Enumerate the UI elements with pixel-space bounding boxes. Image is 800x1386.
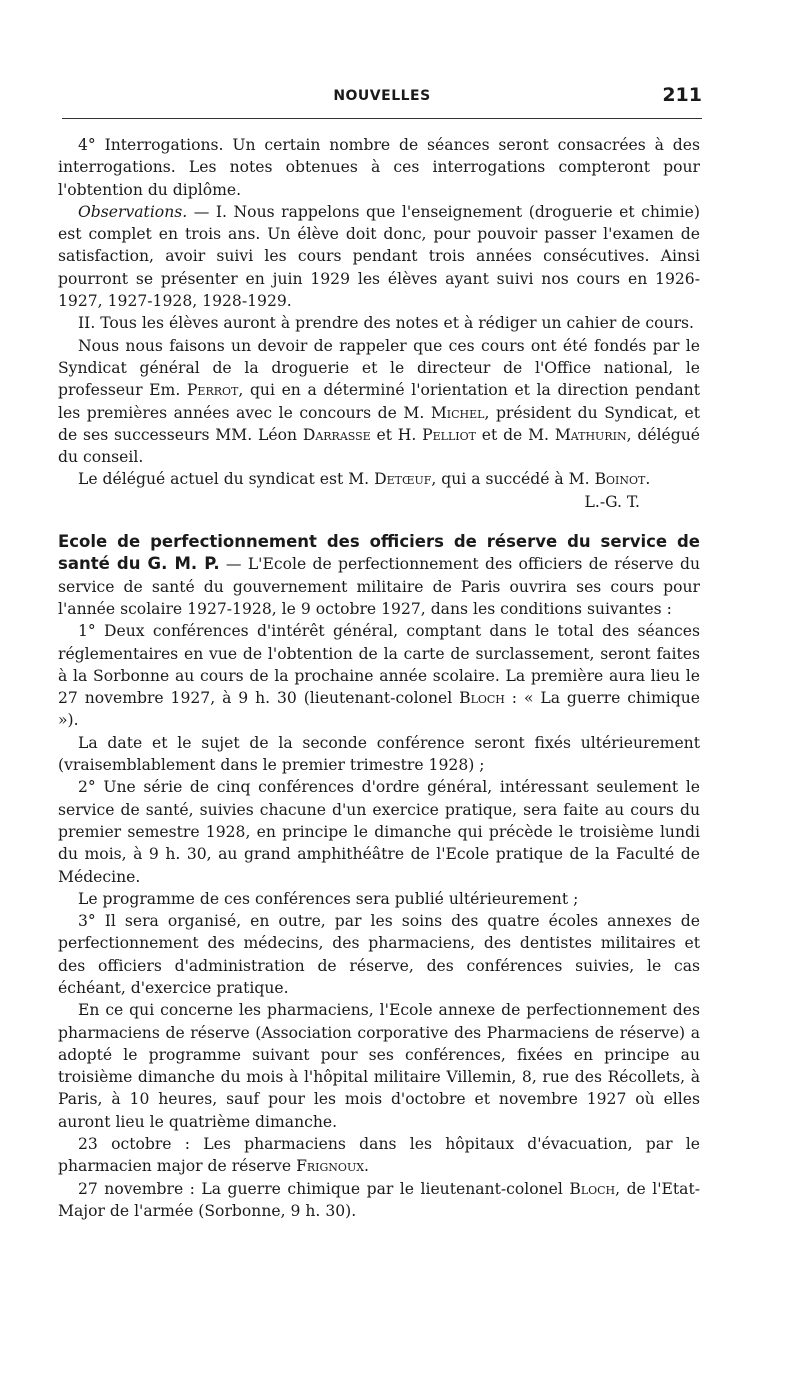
paragraph-october: [58, 1133, 700, 1178]
item-1-text-a: 1° Deux conférences d'intérêt général, comptant dans le total des séances réglementaires en vue de l'obtention de la carte de surclassement, seront faites à la Sorbonne au cours de la prochaine année scolaire. La première aura lieu le 27 novembre 1927, à 9 h. 30 (lieutenant-colonel: [58, 622, 700, 708]
founders-text-e: et de M.: [475, 425, 555, 444]
founders-text-f: , délégué du conseil.: [58, 425, 701, 467]
observations-text: — I. Nous rappelons que l'enseignement (droguerie et chimie) est complet en trois ans. Un élève doit donc, pour pouvoir passer l'examen de satisfaction, avoir suivi les cours pendant trois années consécutives. Ainsi pourront se présenter en juin 1929 les élèves ayant suivi nos cours en 1926-1927, 1927-1928, 1928-1929.: [58, 202, 700, 311]
section-gap: [58, 513, 700, 531]
name-perrot: Perrot: [186, 381, 239, 400]
november-text-b: , de l'Etat-Major de l'armée (Sorbonne, 9 h. 30).: [58, 1179, 700, 1220]
body-text: [58, 134, 700, 1222]
header-rule: [62, 118, 702, 119]
name-pelliot: Pelliot: [422, 425, 476, 444]
delegate-text-a: Le délégué actuel du syndicat est M.: [78, 470, 375, 489]
item-1-text-b: : « La guerre chimique »).: [58, 689, 700, 730]
paragraph-interrogations: 4° Interrogations. Un certain nombre de séances seront consacrées à des interrogations. Les notes obtenues à ces interrogations compteront pour l'obtention du diplôme.: [58, 136, 700, 199]
section-title: Ecole de perfectionnement des officiers de réserve du service de santé du G. M. P.: [58, 532, 700, 574]
name-bloch-2: Bloch: [569, 1179, 616, 1198]
founders-text-c: , président du Syndicat, et de ses successeurs MM. Léon: [58, 403, 700, 444]
founders-text-b: , qui en a déterminé l'orientation et la direction pendant les premières années avec le concours de M.: [58, 381, 700, 422]
paragraph-programme: Le programme de ces conférences sera publié ultérieurement ;: [78, 889, 579, 908]
paragraph-november: [58, 1178, 700, 1223]
name-bloch: Bloch: [459, 689, 505, 708]
paragraph-pharmaciens: En ce qui concerne les pharmaciens, l'Ecole annexe de perfectionnement des pharmaciens de réserve (Association corporative des Pharmaciens de réserve) a adopté le programme suivant pour ses conférences, fixées en principe au troisième dimanche du mois à l'hôpital militaire Villemin, 8, rue des Récollets, à Paris, à 10 heures, sauf pour les mois d'octobre et novembre 1927 où elles auront lieu le quatrième dimanche.: [58, 1001, 700, 1131]
paragraph-item-2: 2° Une série de cinq conférences d'ordre général, intéressant seulement le service de santé, suivies chacune d'un exercice pratique, sera faite au cours du premier semestre 1928, en principe le dimanche qui précède le troisième lundi du mois, à 9 h. 30, au grand amphithéâtre de l'Ecole pratique de la Faculté de Médecine.: [58, 778, 700, 886]
october-text-b: .: [364, 1157, 370, 1176]
founders-text-d: et H.: [370, 425, 423, 444]
name-michel: Michel: [430, 403, 485, 422]
founders-text-a: Nous nous faisons un devoir de rappeler que ces cours ont été fondés par le Syndicat général de la droguerie et le directeur de l'Office national, le professeur Em.: [58, 336, 700, 400]
paragraph-item-3: 3° Il sera organisé, en outre, par les soins des quatre écoles annexes de perfectionnement des médecins, des pharmaciens, des dentistes militaires et des officiers d'administration de réserve, des conférences suivies, le cas échéant, d'exercice pratique.: [58, 912, 700, 997]
signature: L.-G. T.: [584, 492, 640, 511]
paragraph-founders: [58, 335, 700, 469]
name-frignoux: Frignoux: [296, 1157, 365, 1176]
paragraph-second-conference: La date et le sujet de la seconde conférence seront fixés ultérieurement (vraisemblablement dans le premier trimestre 1928) ;: [58, 733, 700, 775]
november-text-a: 27 novembre : La guerre chimique par le lieutenant-colonel: [78, 1179, 570, 1198]
section-intro: — L'Ecole de perfectionnement des officiers de réserve du service de santé du gouvernement militaire de Paris ouvrira ses cours pour l'année scolaire 1927-1928, le 9 octobre 1927, dans les conditions suivantes :: [58, 555, 700, 618]
paragraph-item-1: [58, 620, 700, 731]
page-number: 211: [662, 84, 702, 106]
delegate-text-c: .: [645, 470, 651, 489]
observations-label: Observations.: [78, 202, 188, 221]
paragraph-delegate: [58, 468, 700, 490]
name-boinot: Boinot: [594, 470, 646, 489]
paragraph-observations: [58, 201, 700, 312]
running-title: NOUVELLES: [333, 88, 431, 104]
name-mathurin: Mathurin: [554, 425, 627, 444]
running-head: [62, 84, 702, 114]
name-detoeuf: Detœuf: [374, 470, 432, 489]
october-text-a: 23 octobre : Les pharmaciens dans les hôpitaux d'évacuation, par le pharmacien major de réserve: [58, 1135, 700, 1176]
paragraph-section-intro: [58, 531, 700, 620]
name-darrasse: Darrasse: [302, 425, 371, 444]
delegate-text-b: , qui a succédé à M.: [431, 470, 595, 489]
paragraph-notes: II. Tous les élèves auront à prendre des notes et à rédiger un cahier de cours.: [78, 314, 694, 333]
